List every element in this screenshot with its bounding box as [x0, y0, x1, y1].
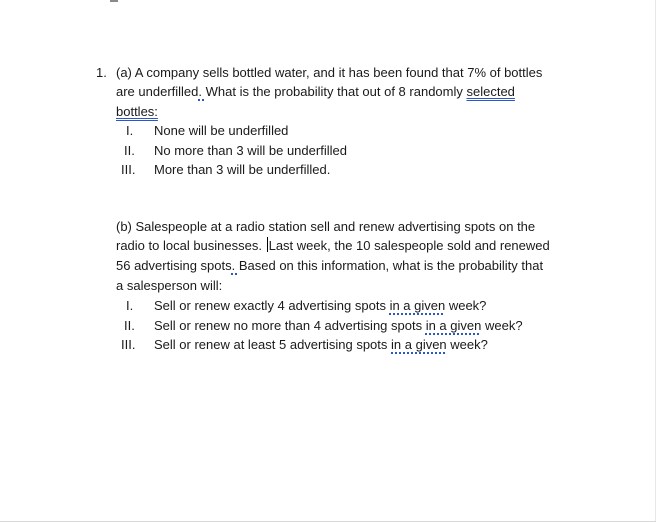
list-item-end: week? [481, 318, 523, 333]
list-item[interactable] [154, 296, 486, 315]
list-numeral: III. [121, 337, 136, 352]
text-cursor [267, 237, 268, 252]
proofing-mark[interactable]: . [198, 84, 206, 99]
list-item[interactable]: No more than 3 will be underfilled [154, 143, 347, 158]
part-b-line-3[interactable] [116, 256, 543, 275]
part-a-line-2[interactable] [116, 82, 515, 101]
part-b-line-2-start: radio to local businesses. [116, 238, 266, 253]
proofing-mark[interactable]: . [231, 258, 239, 273]
part-a-line-2-middle: What is the probability that out of 8 randomly [205, 84, 467, 99]
list-item[interactable] [154, 316, 523, 335]
list-item[interactable]: More than 3 will be underfilled. [154, 162, 331, 177]
part-a-line-1[interactable]: (a) A company sells bottled water, and it has been found that 7% of bottles [116, 65, 543, 80]
part-b-line-2[interactable] [116, 236, 550, 255]
page-corner-mark [110, 0, 118, 2]
list-item[interactable] [154, 335, 488, 354]
list-numeral: II. [124, 143, 135, 158]
list-numeral: II. [124, 318, 135, 333]
grammar-flag[interactable]: selected [466, 84, 515, 99]
part-b-line-3-start: 56 advertising spots [116, 258, 232, 273]
proofing-mark[interactable]: in a given [391, 337, 447, 352]
part-a-line-2-start: are underfilled [116, 84, 199, 99]
list-item[interactable]: None will be underfilled [154, 123, 289, 138]
list-numeral: I. [126, 298, 134, 313]
question-number: 1. [96, 65, 107, 80]
list-numeral: I. [126, 123, 134, 138]
list-numeral: III. [121, 162, 136, 177]
list-item-start: Sell or renew exactly 4 advertising spots [154, 298, 390, 313]
list-item-end: week? [446, 337, 488, 352]
part-b-line-2-end: Last week, the 10 salespeople sold and renewed [268, 238, 550, 253]
list-item-start: Sell or renew at least 5 advertising spots [154, 337, 392, 352]
part-b-line-3-end: Based on this information, what is the probability that [238, 258, 544, 273]
proofing-mark[interactable]: in a given [389, 298, 446, 313]
grammar-flag[interactable]: bottles: [116, 104, 158, 119]
part-b-line-1[interactable]: (b) Salespeople at a radio station sell and renew advertising spots on the [116, 219, 536, 234]
proofing-mark[interactable]: in a given [425, 318, 482, 333]
part-a-line-3[interactable] [116, 102, 158, 121]
list-item-start: Sell or renew no more than 4 advertising spots [154, 318, 426, 333]
list-item-end: week? [445, 298, 487, 313]
part-b-line-4[interactable]: a salesperson will: [116, 278, 223, 293]
